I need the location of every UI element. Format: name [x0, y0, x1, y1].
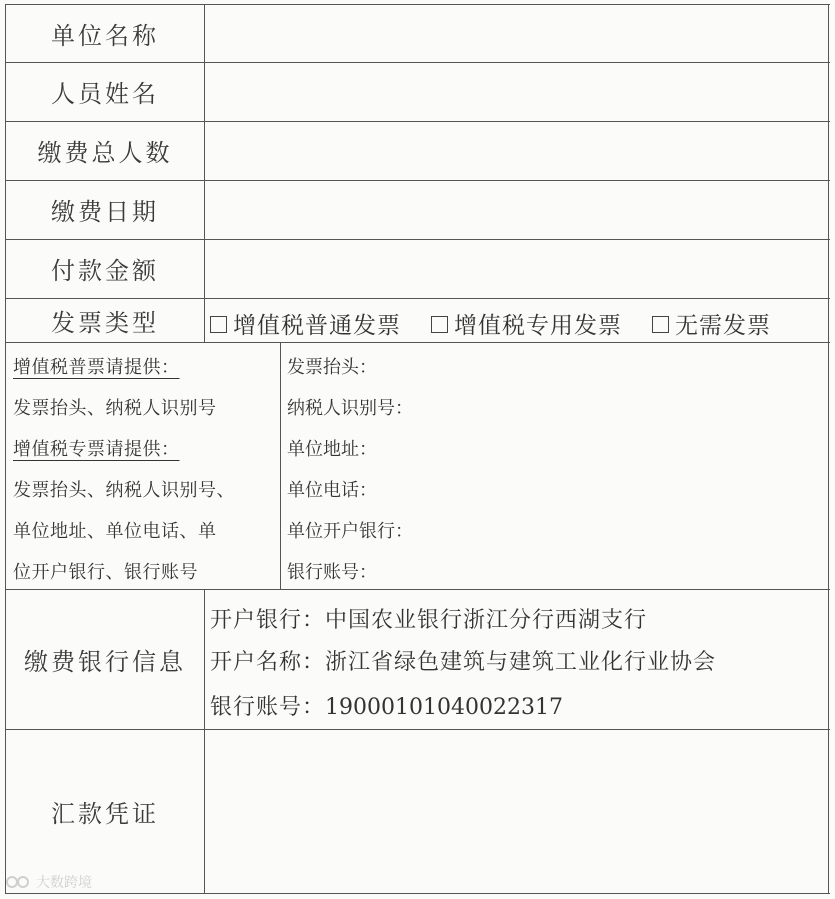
invoice-type-label: 发票类型 — [51, 308, 159, 337]
bank-info-label: 缴费银行信息 — [24, 647, 186, 676]
unit-name-label-cell — [5, 4, 205, 62]
total-count-label: 缴费总人数 — [37, 139, 173, 167]
amount-label: 付款金额 — [51, 257, 159, 285]
watermark-text: 大数跨境 — [36, 875, 92, 891]
invoice-option-none[interactable] — [652, 307, 771, 340]
person-name-label: 人员姓名 — [51, 80, 159, 108]
special-invoice-items-1: 发票抬头、纳税人识别号、 — [13, 480, 235, 501]
amount-label-cell — [5, 239, 205, 298]
special-invoice-items-3: 位开户银行、银行账号 — [13, 562, 198, 583]
grid-line — [828, 4, 829, 894]
account-number-value: 19000101040022317 — [325, 695, 563, 720]
invoice-title-field[interactable]: 发票抬头： — [287, 357, 377, 378]
watermark — [6, 872, 92, 892]
amount-field[interactable] — [206, 241, 827, 297]
account-number-label: 银行账号： — [210, 695, 326, 720]
bank-name-line: 开户银行：中国农业银行浙江分行西湖支行 — [210, 608, 648, 633]
invoice-option-general-label: 增值税普通发票 — [233, 312, 401, 339]
invoice-type-label-cell — [5, 298, 205, 342]
general-invoice-heading: 增值税普票请提供： — [13, 357, 180, 378]
checkbox-icon[interactable] — [210, 316, 227, 333]
voucher-label: 汇款凭证 — [51, 799, 159, 828]
account-number-line — [210, 690, 563, 721]
checkbox-icon[interactable] — [431, 316, 448, 333]
unit-address-field[interactable]: 单位地址： — [287, 439, 377, 460]
watermark-logo-icon — [6, 874, 32, 890]
unit-name-field[interactable] — [206, 5, 827, 61]
invoice-option-general[interactable] — [210, 307, 401, 340]
grid-line — [5, 893, 830, 894]
checkbox-icon[interactable] — [652, 316, 669, 333]
voucher-label-cell — [5, 729, 205, 893]
voucher-upload-area[interactable] — [206, 731, 827, 891]
grid-line — [5, 342, 830, 343]
taxpayer-id-field[interactable]: 纳税人识别号： — [287, 398, 413, 419]
total-count-field[interactable] — [206, 123, 827, 179]
special-invoice-items-2: 单位地址、单位电话、单 — [13, 521, 217, 542]
account-name-line: 开户名称：浙江省绿色建筑与建筑工业化行业协会 — [210, 650, 717, 675]
bank-info-label-cell — [5, 589, 205, 729]
person-name-field[interactable] — [206, 64, 827, 120]
general-invoice-items: 发票抬头、纳税人识别号 — [13, 398, 217, 419]
pay-date-label-cell — [5, 180, 205, 239]
person-name-label-cell — [5, 62, 205, 121]
invoice-option-special-label: 增值税专用发票 — [454, 312, 622, 339]
unit-name-label: 单位名称 — [51, 21, 159, 50]
special-invoice-heading: 增值税专票请提供： — [13, 439, 180, 460]
grid-line — [280, 342, 281, 589]
unit-bank-field[interactable]: 单位开户银行： — [287, 521, 413, 542]
pay-date-field[interactable] — [206, 182, 827, 238]
invoice-option-special[interactable] — [431, 307, 622, 340]
invoice-type-options — [210, 305, 771, 341]
total-count-label-cell — [5, 121, 205, 180]
bank-account-field[interactable]: 银行账号： — [287, 562, 377, 583]
unit-phone-field[interactable]: 单位电话： — [287, 480, 377, 501]
invoice-option-none-label: 无需发票 — [675, 312, 771, 339]
pay-date-label: 缴费日期 — [51, 198, 159, 226]
